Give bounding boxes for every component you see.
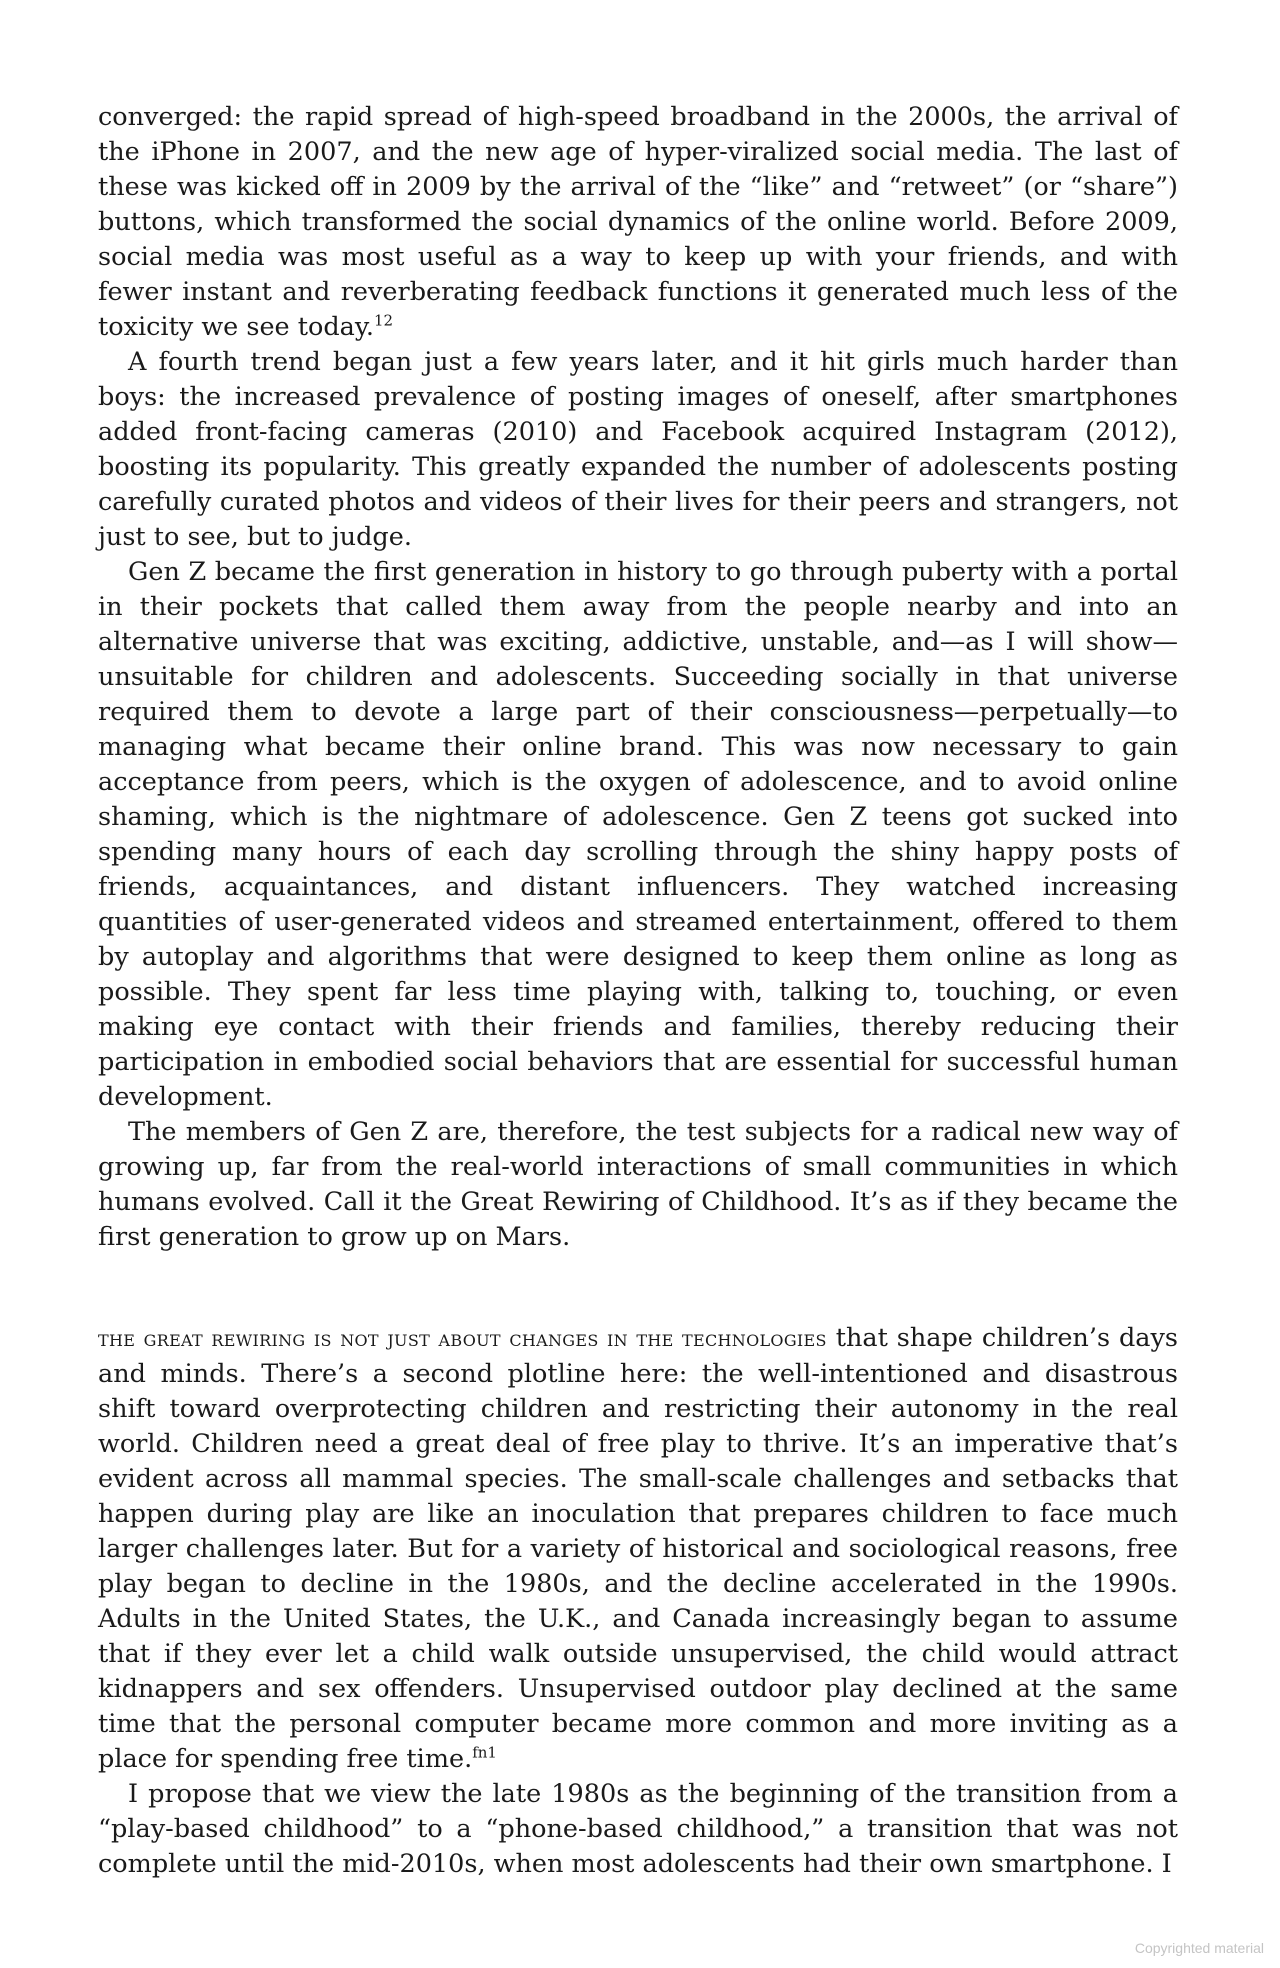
book-page <box>98 100 1178 1882</box>
paragraph-5 <box>98 1321 1178 1777</box>
paragraph-4-text: The members of Gen Z are, therefore, the test subjects for a radical new way of growing up, far from the real-world interactions of small communities in which humans evolved. Call it the Great Rewiring of Childhood. It’s as if they became the first generation to grow up on Mars. <box>98 1117 1178 1252</box>
paragraph-5-text: that shape children’s days and minds. There’s a second plotline here: the well-intentioned and disastrous shift toward overprotecting children and restricting their autonomy in the real world. Children need a great deal of free play to thrive. It’s an imperative that’s evident across all mammal species. The small-scale challenges and setbacks that happen during play are like an inoculation that prepares children to face much larger challenges later. But for a variety of historical and sociological reasons, free play began to decline in the 1980s, and the decline accelerated in the 1990s. Adults in the United States, the U.K., and Canada increasingly began to assume that if they ever let a child walk outside unsupervised, the child would attract kidnappers and sex offenders. Unsupervised outdoor play declined at the same time that the personal computer became more common and more inviting as a place for spending free time. <box>98 1323 1178 1774</box>
paragraph-3-text: Gen Z became the first generation in history to go through puberty with a portal in their pockets that called them away from the people nearby and into an alternative universe that was exciting, addictive, unstable, and—as I will show—unsuitable for children and adolescents. Succeeding socially in that universe required them to devote a large part of their consciousness—perpetually—to managing what became their online brand. This was now necessary to gain acceptance from peers, which is the oxygen of adolescence, and to avoid online shaming, which is the nightmare of adolescence. Gen Z teens got sucked into spending many hours of each day scrolling through the shiny happy posts of friends, acquaintances, and distant influencers. They watched increasing quantities of user-generated videos and streamed entertainment, offered to them by autoplay and algorithms that were designed to keep them online as long as possible. They spent far less time playing with, talking to, touching, or even making eye contact with their friends and families, thereby reducing their participation in embodied social behaviors that are essential for successful human development. <box>98 557 1178 1112</box>
paragraph-6-text: I propose that we view the late 1980s as the beginning of the transition from a “play-based childhood” to a “phone-based childhood,” a transition that was not complete until the mid-2010s, when most adolescents had their own smartphone. I <box>98 1779 1178 1879</box>
paragraph-2 <box>98 345 1178 555</box>
paragraph-3 <box>98 555 1178 1115</box>
paragraph-6 <box>98 1777 1178 1882</box>
paragraph-4 <box>98 1115 1178 1255</box>
endnote-marker-12[interactable]: 12 <box>373 311 394 330</box>
copyright-watermark: Copyrighted material <box>1134 1940 1264 1956</box>
section-break <box>98 1255 1178 1321</box>
footnote-marker-fn1[interactable]: fn1 <box>472 1743 497 1762</box>
paragraph-1 <box>98 100 1178 345</box>
paragraph-2-text: A fourth trend began just a few years later, and it hit girls much harder than boys: the increased prevalence of posting images of oneself, after smartphones added front-facing cameras (2010) and Facebook acquired Instagram (2012), boosting its popularity. This greatly expanded the number of adolescents posting carefully curated photos and videos of their lives for their peers and strangers, not just to see, but to judge. <box>98 347 1178 552</box>
section-lead-in: the great rewiring is not just about changes in the technologies <box>98 1326 827 1352</box>
paragraph-1-text: converged: the rapid spread of high-speed broadband in the 2000s, the arrival of the iPhone in 2007, and the new age of hyper-viralized social media. The last of these was kicked off in 2009 by the arrival of the “like” and “retweet” (or “share”) buttons, which transformed the social dynamics of the online world. Before 2009, social media was most useful as a way to keep up with your friends, and with fewer instant and reverberating feedback functions it generated much less of the toxicity we see today. <box>98 102 1178 342</box>
